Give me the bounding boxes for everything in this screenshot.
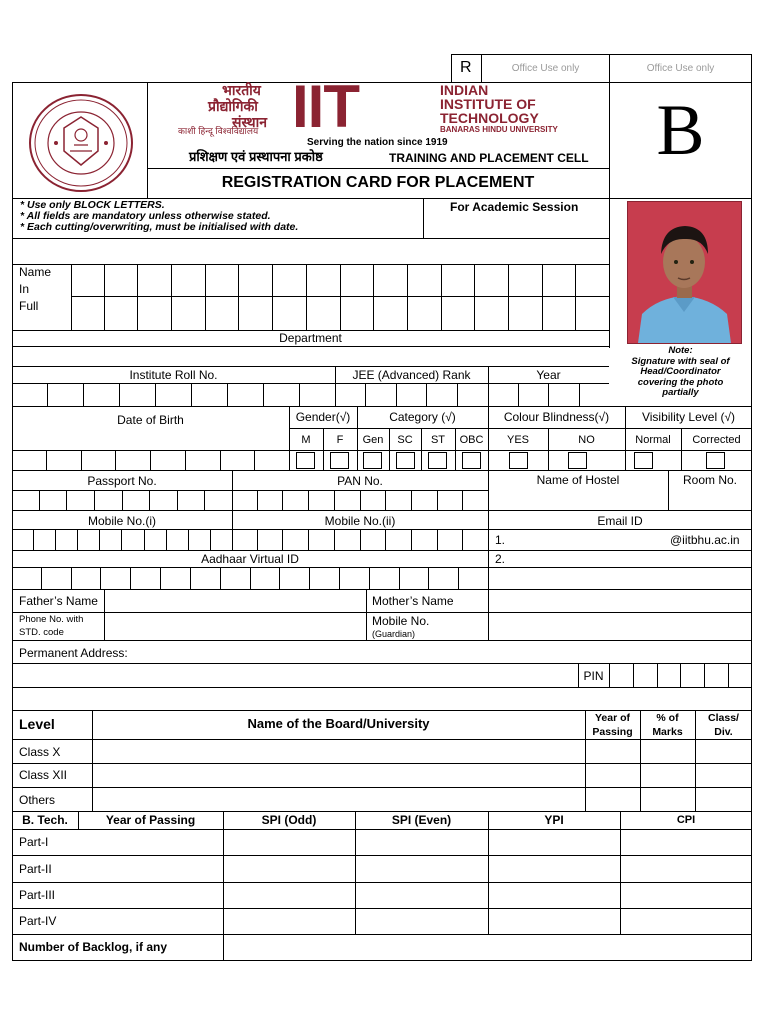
visibility-corrected-label: Corrected xyxy=(692,434,741,446)
btech-part-i-row[interactable] xyxy=(224,830,751,854)
btech-part-label: Part-III xyxy=(19,888,56,902)
mother-name-label: Mother’s Name xyxy=(372,594,454,608)
category-gen-checkbox[interactable] xyxy=(363,452,382,469)
btech-part-label: Part-I xyxy=(19,835,49,849)
btech-part-iv-row[interactable] xyxy=(224,909,751,933)
pin-label: PIN xyxy=(583,669,604,683)
cpi-header: CPI xyxy=(676,814,696,826)
backlog-label: Number of Backlog, if any xyxy=(19,940,168,954)
r-label: R xyxy=(460,59,472,76)
category-obc-checkbox[interactable] xyxy=(462,452,481,469)
visibility-corrected-checkbox[interactable] xyxy=(706,452,725,469)
dob-label: Date of Birth xyxy=(117,413,184,427)
btech-part-iii-row[interactable] xyxy=(224,883,751,907)
others-row[interactable] xyxy=(93,788,751,810)
category-sc-checkbox[interactable] xyxy=(396,452,415,469)
mobile2-label: Mobile No.(ii) xyxy=(324,514,396,528)
email2-input[interactable] xyxy=(512,551,750,567)
serving-tagline: Serving the nation since 1919 xyxy=(307,137,448,148)
dob-input[interactable] xyxy=(12,450,289,470)
visibility-level-label: Visibility Level (√) xyxy=(641,410,736,424)
academic-session-label: For Academic Session xyxy=(450,200,579,214)
category-letter: B xyxy=(656,90,705,170)
year-label: Year xyxy=(536,368,561,382)
english-name-line3: TECHNOLOGY xyxy=(440,110,539,126)
phone-label: STD. code xyxy=(19,627,64,638)
phone-label: Phone No. with xyxy=(19,614,84,625)
gender-f-checkbox[interactable] xyxy=(330,452,349,469)
email-label: Email ID xyxy=(597,514,643,528)
hostel-label: Name of Hostel xyxy=(536,473,620,487)
class-div-header: Class/ xyxy=(708,712,739,724)
btech-part-ii-row[interactable] xyxy=(224,856,751,881)
cell-name-hindi: प्रशिक्षण एवं प्रस्थापना प्रकोष्ठ xyxy=(189,149,323,164)
photo-note-line: Head/Coordinator xyxy=(640,366,721,377)
ypi-header: YPI xyxy=(544,813,564,827)
card-title: REGISTRATION CARD FOR PLACEMENT xyxy=(221,174,535,191)
gender-f-label: F xyxy=(336,434,344,446)
category-gen-label: Gen xyxy=(362,434,384,446)
colour-no-label: NO xyxy=(578,434,595,446)
mobile1-input[interactable] xyxy=(12,529,232,550)
english-name-line2: INSTITUTE OF xyxy=(440,96,536,112)
marks-header: Marks xyxy=(652,726,683,738)
email-domain: @iitbhu.ac.in xyxy=(670,533,740,547)
year-of-passing-header: Year of xyxy=(594,712,631,724)
mobile1-label: Mobile No.(i) xyxy=(87,514,156,528)
english-name-line1: INDIAN xyxy=(440,82,489,98)
passport-input[interactable] xyxy=(12,490,232,510)
guardian-mobile-input[interactable] xyxy=(489,613,751,639)
btech-part-label: Part-IV xyxy=(19,914,57,928)
colour-yes-label: YES xyxy=(506,434,529,446)
marks-header: % of xyxy=(656,712,679,724)
education-row-label: Others xyxy=(19,793,56,807)
class-xii-row[interactable] xyxy=(93,764,751,786)
instruction-3: * Each cutting/overwriting, must be initialised with date. xyxy=(20,221,299,233)
room-label: Room No. xyxy=(682,473,738,487)
spi-even-header: SPI (Even) xyxy=(391,813,452,827)
category-st-checkbox[interactable] xyxy=(428,452,447,469)
passport-label: Passport No. xyxy=(87,474,157,488)
category-obc-label: OBC xyxy=(459,434,484,446)
pan-label: PAN No. xyxy=(337,474,383,488)
iit-logo: IIT xyxy=(292,73,359,140)
btech-header: B. Tech. xyxy=(22,813,68,827)
visibility-normal-label: Normal xyxy=(635,434,671,446)
mother-name-input[interactable] xyxy=(489,590,751,611)
email1-input[interactable] xyxy=(512,530,667,549)
permanent-address-label: Permanent Address: xyxy=(19,646,128,660)
photo-note-title: Note: xyxy=(668,345,693,356)
name-label: Full xyxy=(19,299,39,313)
hindi-bhu-line: काशी हिन्दू विश्वविद्यालय xyxy=(178,126,259,136)
photo-note-line: covering the photo xyxy=(637,377,724,388)
colour-blindness-label: Colour Blindness(√) xyxy=(503,410,610,424)
education-row-label: Class X xyxy=(19,745,61,759)
instruction-2: * All fields are mandatory unless otherwise stated. xyxy=(20,210,271,222)
email2-number: 2. xyxy=(495,552,506,566)
gender-label: Gender(√) xyxy=(295,410,351,424)
aadhaar-input[interactable] xyxy=(12,567,488,589)
visibility-normal-checkbox[interactable] xyxy=(634,452,653,469)
board-header: Name of the Board/University xyxy=(247,716,430,731)
pin-input[interactable] xyxy=(609,663,752,687)
room-input[interactable] xyxy=(669,490,751,509)
phone-std-input[interactable] xyxy=(105,613,365,639)
instruction-1: * Use only BLOCK LETTERS. xyxy=(20,199,165,211)
btech-part-label: Part-II xyxy=(19,862,52,876)
year-input[interactable] xyxy=(488,383,609,406)
category-st-label: ST xyxy=(430,434,446,446)
office-use-label: Office Use only xyxy=(646,63,715,74)
spi-odd-header: SPI (Odd) xyxy=(261,813,317,827)
category-label: Category (√) xyxy=(389,410,456,424)
english-bhu-line: BANARAS HINDU UNIVERSITY xyxy=(440,125,558,134)
student-photo xyxy=(627,201,742,344)
class-div-header: Div. xyxy=(714,726,733,738)
department-label: Department xyxy=(279,331,342,345)
aadhaar-label: Aadhaar Virtual ID xyxy=(201,552,299,566)
colour-yes-checkbox[interactable] xyxy=(509,452,528,469)
year-of-passing-header: Passing xyxy=(592,726,633,738)
category-sc-label: SC xyxy=(397,434,413,446)
roll-number-input[interactable] xyxy=(12,383,335,406)
btech-yop-header: Year of Passing xyxy=(105,813,196,827)
gender-m-checkbox[interactable] xyxy=(296,452,315,469)
photo-note-line: partially xyxy=(662,387,699,398)
name-label: Name xyxy=(19,265,52,279)
father-name-input[interactable] xyxy=(105,590,365,611)
jee-rank-input[interactable] xyxy=(335,383,488,406)
father-name-label: Father’s Name xyxy=(19,594,98,608)
guardian-label: (Guardian) xyxy=(372,629,416,639)
permanent-address-input[interactable] xyxy=(13,664,577,686)
email1-number: 1. xyxy=(495,533,506,547)
photo-note-line: Signature with seal of xyxy=(631,356,730,367)
education-row-label: Class XII xyxy=(19,768,68,782)
hostel-input[interactable] xyxy=(489,490,667,509)
mobile2-input[interactable] xyxy=(232,529,488,550)
colour-no-checkbox[interactable] xyxy=(568,452,587,469)
guardian-mobile-label: Mobile No. xyxy=(372,614,430,628)
class-x-row[interactable] xyxy=(93,740,751,762)
hindi-name-line1: भारतीय xyxy=(222,82,261,98)
jee-rank-label: JEE (Advanced) Rank xyxy=(352,368,471,382)
office-use-label: Office Use only xyxy=(511,63,580,74)
name-label: In xyxy=(19,282,30,296)
roll-number-label: Institute Roll No. xyxy=(129,368,218,382)
name-in-full-input[interactable] xyxy=(71,264,609,330)
department-input[interactable] xyxy=(13,347,608,366)
cell-name-english: TRAINING AND PLACEMENT CELL xyxy=(389,151,589,165)
hindi-name-line2: प्रौद्योगिकी xyxy=(208,98,258,114)
level-header: Level xyxy=(19,716,55,732)
backlog-input[interactable] xyxy=(224,935,751,960)
hindi-name-line3: संस्थान xyxy=(232,114,267,130)
institute-seal-logo xyxy=(28,93,134,193)
gender-m-label: M xyxy=(301,434,311,446)
pan-input[interactable] xyxy=(232,490,488,510)
